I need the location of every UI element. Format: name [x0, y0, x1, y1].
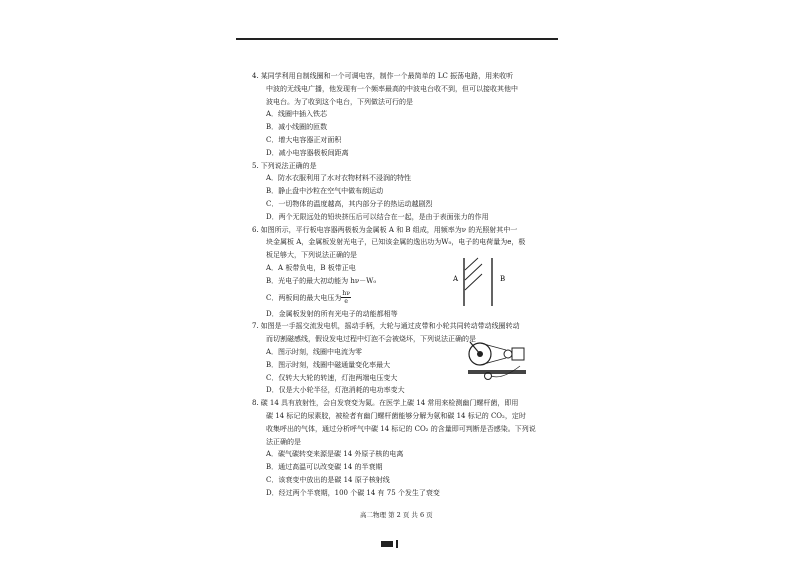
generator-base — [468, 370, 526, 374]
option-a: A．防水衣服利用了水对衣物材料不浸润的特性 — [266, 174, 412, 183]
scan-mark — [396, 540, 398, 548]
question-text: 中波的无线电广播，他发现有一个频率最高的中波电台收不到，但可以接收其他中 — [266, 84, 518, 93]
option-d: D．两个无限远处的铅块挤压后可以结合在一起，是由于表面张力的作用 — [266, 212, 489, 221]
magnet-coil — [512, 348, 524, 360]
question-number: 6. — [252, 225, 259, 234]
capacitor-plates-figure — [452, 256, 522, 308]
option-d: D．仅是大小轮半径，灯泡消耗的电功率变大 — [266, 386, 405, 395]
top-rule — [236, 38, 558, 40]
belt-top — [480, 343, 506, 350]
question-5 — [252, 160, 552, 224]
option-c: C．该衰变中放出的是碳 14 原子核射线 — [266, 475, 390, 484]
plate-a-label: A — [453, 275, 459, 283]
question-text: 碳 14 标记的尿素胶，被检者有幽门螺杆菌能够分解为氨和碳 14 标记的 CO₂，定时 — [266, 411, 526, 420]
voltage-fraction — [341, 290, 351, 305]
question-text: 块金属板 A，金属板发射光电子，已知该金属的逸出功为W₀，电子的电荷量为e，极 — [266, 238, 526, 247]
option-c: C．仅转大大轮的转速，灯泡两端电压变大 — [266, 373, 398, 382]
question-number: 5. — [252, 161, 259, 170]
question-number: 7. — [252, 322, 259, 331]
option-b: B．图示时刻，线圈中磁通量变化率最大 — [266, 360, 391, 369]
incident-light-ray — [465, 258, 478, 270]
plate-b-label: B — [500, 275, 506, 283]
question-text: 板足够大，下列说法正确的是 — [266, 251, 357, 260]
incident-light-ray — [465, 274, 482, 290]
scan-mark — [381, 541, 393, 547]
question-number: 8. — [252, 399, 259, 408]
page-footer: 高二物理 第 2 页 共 6 页 — [360, 511, 433, 519]
question-text: 而切割磁感线，假设发电过程中灯泡不会被烧坏，下列说法正确的是 — [266, 335, 476, 344]
option-a: A．碳气碳转变来源是碳 14 外原子核的电离 — [266, 450, 404, 459]
question-8 — [252, 397, 552, 499]
option-a: A．线圈中插入铁芯 — [266, 110, 328, 119]
question-text: 法正确的是 — [266, 437, 301, 446]
question-4 — [252, 70, 552, 160]
option-b: B．通过高温可以改变碳 14 的半衰期 — [266, 463, 383, 472]
option-a: A．A 板带负电，B 板带正电 — [266, 263, 356, 272]
hand-crank-generator-figure — [462, 336, 530, 382]
belt-bottom — [480, 358, 506, 365]
fraction-denominator: e — [344, 298, 348, 306]
question-text: 波电台。为了收到这个电台，下列做法可行的是 — [266, 97, 413, 106]
small-wheel — [504, 350, 512, 358]
question-text: 收集呼出的气体，通过分析呼气中碳 14 标记的 CO₂ 的含量即可判断是否感染。下列说 — [266, 424, 536, 433]
question-text: 如图所示，平行板电容器两极板为金属板 A 和 B 组成，用频率为ν 的光照射其中一 — [260, 225, 518, 234]
question-text: 某同学利用自制线圈和一个可调电容，制作一个最简单的 LC 振荡电路，用来收听 — [260, 72, 514, 80]
question-text: 碳 14 具有放射性，会自发衰变为氮。在医学上碳 14 常用来检测幽门螺杆菌，即用 — [260, 399, 519, 408]
question-text: 如图是一手摇交流发电机，摇动手柄，大轮与通过皮带和小轮共同转动带动线圈转动 — [260, 322, 520, 331]
option-b: B．光电子的最大初动能为 hν－W₀ — [266, 276, 377, 285]
option-c: C．一切物体的温度越高，其内部分子的热运动越剧烈 — [266, 199, 433, 208]
fraction-numerator: hν — [342, 290, 350, 298]
option-d: D．金属板发射的所有光电子的动能都相等 — [266, 309, 398, 318]
incident-light-ray — [465, 264, 482, 280]
option-a: A．图示时刻，线圈中电流为零 — [266, 347, 363, 356]
question-text: 下列说法正确的是 — [260, 161, 317, 170]
option-c: C．增大电容器正对面积 — [266, 135, 342, 144]
option-b: B．减小线圈的匝数 — [266, 123, 328, 132]
option-b: B．静止盘中沙粒在空气中做布朗运动 — [266, 187, 384, 196]
option-d: D．经过两个半衰期，100 个碳 14 有 75 个发生了衰变 — [266, 488, 440, 497]
option-c: C．两板间的最大电压为 — [266, 293, 342, 302]
question-number: 4. — [252, 72, 259, 80]
option-d: D．减小电容器极板间距离 — [266, 148, 349, 157]
